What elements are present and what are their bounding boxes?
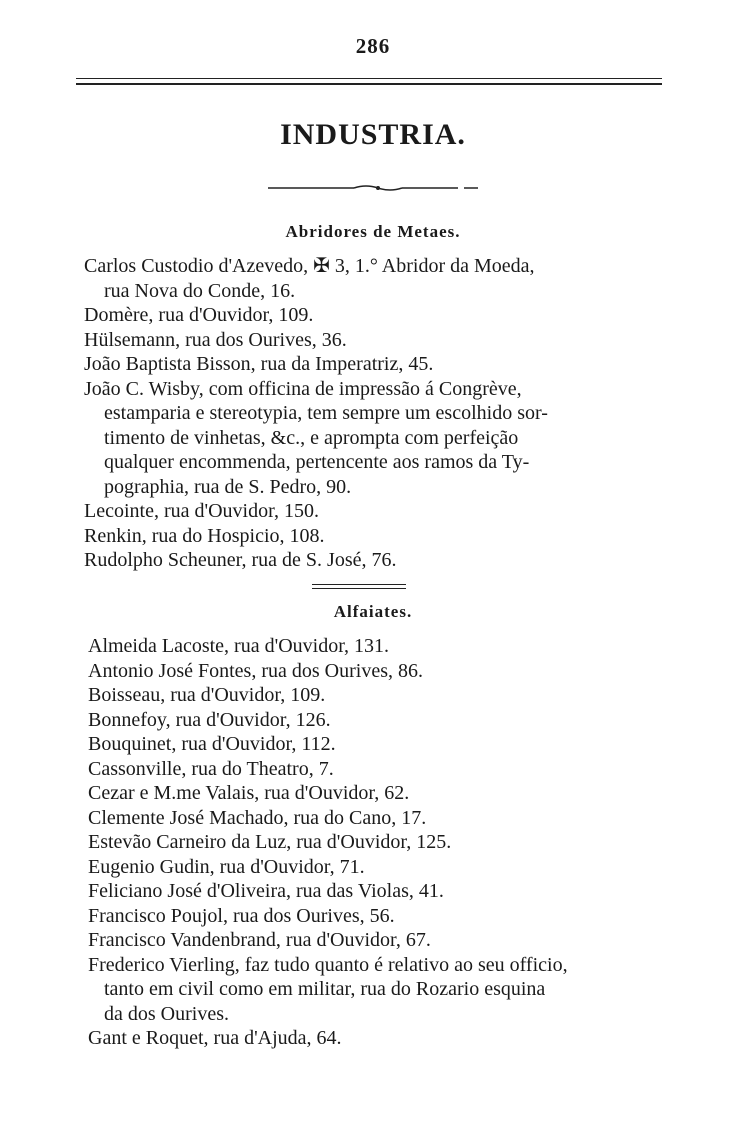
list-item [0, 806, 746, 831]
header-rule [76, 78, 662, 85]
list-item [0, 781, 746, 806]
entry-line: estamparia e stereotypia, tem sempre um escolhido sor- [104, 402, 548, 424]
page-number: 286 [355, 34, 391, 58]
entry-line: Feliciano José d'Oliveira, rua das Violas, 41. [88, 880, 444, 902]
entry-line: rua Nova do Conde, 16. [104, 279, 296, 302]
entry-line: Boisseau, rua d'Ouvidor, 109. [88, 684, 326, 706]
entry-line: Carlos Custodio d'Azevedo, ✠ 3, 1.° Abridor da Moeda, [84, 255, 535, 277]
entry-line: João C. Wisby, com officina de impressão á Congrève, [84, 377, 522, 400]
entry-line: Cezar e M.me Valais, rua d'Ouvidor, 62. [88, 782, 410, 804]
list-item [0, 830, 746, 855]
entry-line: qualquer encommenda, pertencente aos ramos da Ty- [104, 451, 530, 473]
entry-line: pographia, rua de S. Pedro, 90. [104, 475, 352, 498]
entry-line: Renkin, rua do Hospicio, 108. [84, 524, 325, 547]
entry-line: Antonio José Fontes, rua dos Ourives, 86. [88, 659, 423, 682]
list-item [0, 634, 746, 659]
list-item [0, 352, 746, 377]
entry-line: da dos Ourives. [104, 1002, 229, 1025]
list-item [0, 328, 746, 353]
entry-line: tanto em civil como em militar, rua do Rozario esquina [104, 978, 546, 1000]
list-item [0, 659, 746, 684]
entry-line: Domère, rua d'Ouvidor, 109. [84, 304, 314, 326]
list-item [0, 254, 746, 303]
entry-line: timento de vinhetas, &c., e apromptа com perfeição [104, 426, 519, 449]
list-item [0, 953, 746, 1027]
section-title: INDUSTRIA. [280, 118, 466, 151]
list-item [0, 757, 746, 782]
list-item [0, 1026, 746, 1051]
entry-line: Hülsemann, rua dos Ourives, 36. [84, 328, 347, 351]
entry-line: Lecointe, rua d'Ouvidor, 150. [84, 500, 319, 522]
alfaiates-list [0, 634, 746, 1051]
entry-line: Bonnefoy, rua d'Ouvidor, 126. [88, 708, 331, 731]
heading-alfaiates: Alfaiates. [333, 602, 413, 621]
abridores-list [0, 254, 746, 573]
list-item [0, 855, 746, 880]
entry-line: Gant e Roquet, rua d'Ajuda, 64. [88, 1027, 342, 1049]
list-item [0, 303, 746, 328]
list-item [0, 732, 746, 757]
list-item [0, 904, 746, 929]
list-item [0, 928, 746, 953]
entry-line: Cassonville, rua do Theatro, 7. [88, 757, 334, 780]
list-item [0, 499, 746, 524]
ornament-divider [268, 183, 478, 193]
list-item [0, 377, 746, 500]
heading-abridores: Abridores de Metaes. [285, 222, 461, 241]
entry-line: Clemente José Machado, rua do Cano, 17. [88, 806, 427, 829]
entry-line: Francisco Poujol, rua dos Ourives, 56. [88, 904, 395, 927]
entry-line: Frederico Vierling, faz tudo quanto é relativo ao seu officio, [88, 953, 568, 976]
list-item [0, 524, 746, 549]
list-item [0, 708, 746, 733]
entry-line: Eugenio Gudin, rua d'Ouvidor, 71. [88, 855, 365, 878]
entry-line: Almeida Lacoste, rua d'Ouvidor, 131. [88, 635, 390, 657]
entry-line: Estevão Carneiro da Luz, rua d'Ouvidor, 125. [88, 831, 452, 853]
section-rule [312, 584, 406, 589]
entry-line: Rudolpho Scheuner, rua de S. José, 76. [84, 549, 397, 571]
entry-line: João Baptista Bisson, rua da Imperatriz, 45. [84, 353, 434, 375]
list-item [0, 548, 746, 573]
list-item [0, 879, 746, 904]
entry-line: Francisco Vandenbrand, rua d'Ouvidor, 67. [88, 929, 431, 951]
list-item [0, 683, 746, 708]
entry-line: Bouquinet, rua d'Ouvidor, 112. [88, 733, 336, 755]
